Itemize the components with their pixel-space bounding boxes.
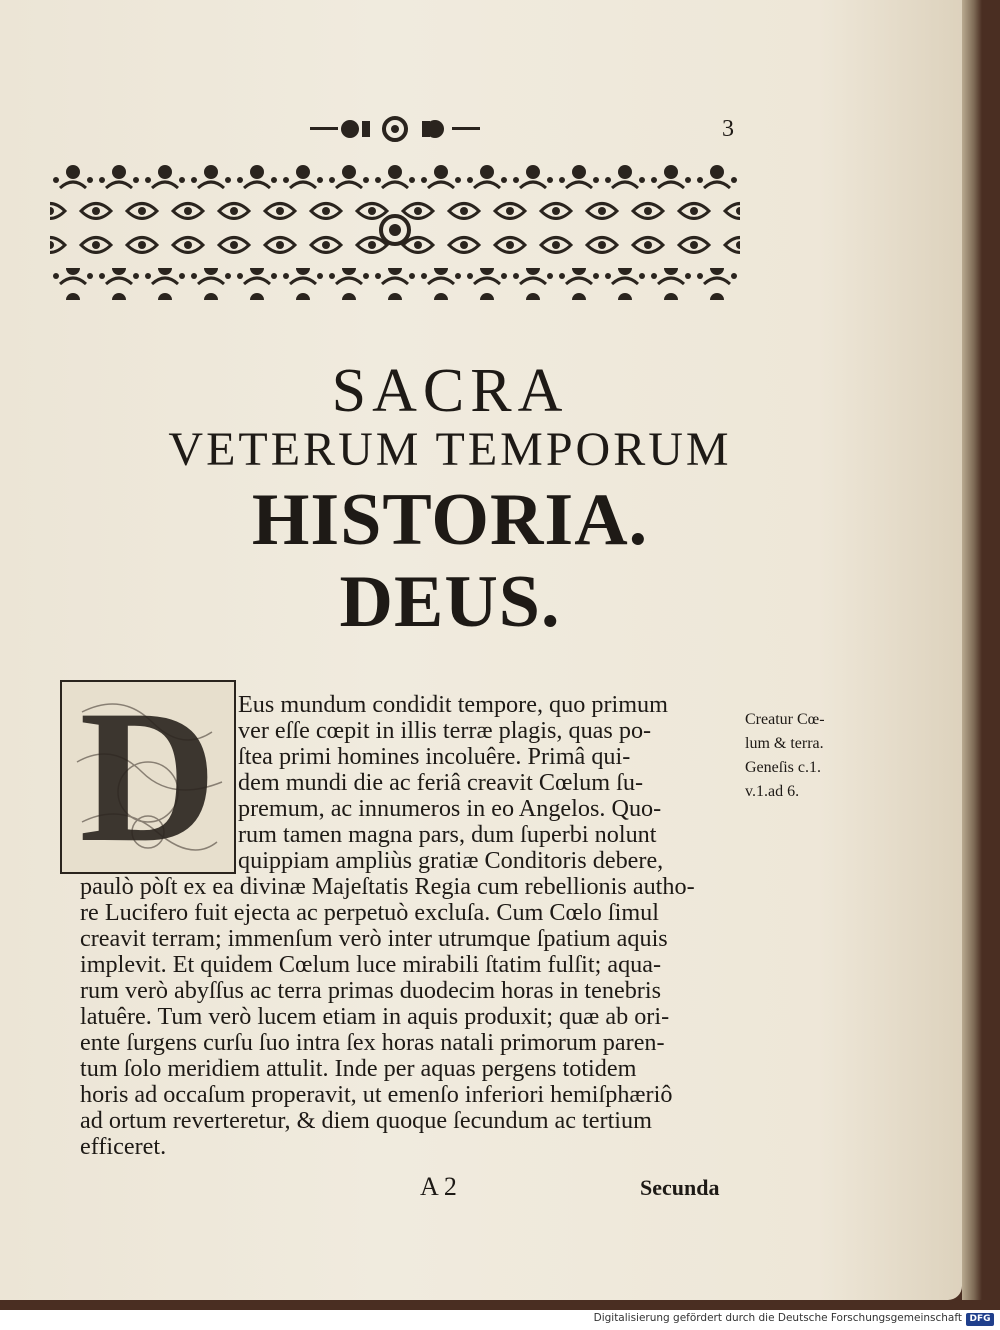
title-line-4: DEUS. <box>339 561 561 643</box>
body-line: creavit terram; immenſum verò inter utrumque ſpatium aquis <box>80 925 668 952</box>
page-edge <box>962 0 982 1300</box>
title-line-2: VETERUM TEMPORUM <box>168 423 732 476</box>
body-line: quippiam ampliùs gratiæ Conditoris debere, <box>238 847 664 874</box>
body-line: rum tamen magna pars, dum ſuperbi nolunt <box>238 821 657 848</box>
body-text <box>80 691 738 1160</box>
body-line: dem mundi die ac feriâ creavit Cœlum ſu- <box>238 769 643 796</box>
margin-note <box>745 708 885 804</box>
margin-note-line: Geneſis c.1. <box>745 759 821 776</box>
decorated-initial <box>60 672 236 882</box>
body-line: ſtea primi homines incoluêre. Primâ qui- <box>238 743 631 770</box>
title-line-1: SACRA <box>331 357 569 425</box>
dfg-logo-icon: DFG <box>966 1313 994 1326</box>
signature-mark: A 2 <box>420 1172 457 1201</box>
body-line: tum ſolo meridiem attulit. Inde per aquas pergens totidem <box>80 1055 637 1082</box>
floral-border-band <box>50 160 740 300</box>
body-line: rum verò abyſſus ac terra primas duodecim horas in tenebris <box>80 977 661 1004</box>
body-line: efficeret. <box>80 1133 167 1160</box>
margin-note-line: v.1.ad 6. <box>745 783 800 800</box>
title-line-3: HISTORIA. <box>251 479 649 561</box>
body-line: horis ad occaſum properavit, ut emenſo inferiori hemiſphæriô <box>80 1081 673 1108</box>
catchword: Secunda <box>640 1175 720 1200</box>
floral-ornament-icon <box>300 115 490 143</box>
body-line: latuêre. Tum verò lucem etiam in aquis produxit; quæ ab ori- <box>80 1003 670 1030</box>
body-line: Eus mundum condidit tempore, quo primum <box>238 691 668 718</box>
page-number: 3 <box>722 116 734 142</box>
body-line: premum, ac innumeros in eo Angelos. Quo- <box>238 795 662 822</box>
body-line: paulò pòſt ex ea divinæ Majeſtatis Regia cum rebellionis autho- <box>80 873 695 900</box>
body-line: ad ortum reverteretur, & diem quoque ſecundum ac tertium <box>80 1107 652 1134</box>
funding-text: Digitalisierung gefördert durch die Deutsche Forschungsgemeinschaft <box>593 1312 962 1324</box>
body-line: implevit. Et quidem Cœlum luce mirabili ſtatim fulſit; aqua- <box>80 951 662 978</box>
body-line: ver eſſe cœpit in illis terræ plagis, quas po- <box>238 717 652 744</box>
margin-note-line: lum & terra. <box>745 735 824 752</box>
margin-note-line: Creatur Cœ- <box>745 711 825 728</box>
body-line: re Lucifero fuit ejecta ac perpetuò excluſa. Cum Cœlo ſimul <box>80 899 659 926</box>
initial-letter: D <box>79 672 217 882</box>
funding-banner <box>0 1310 1000 1330</box>
body-line: ente ſurgens curſu ſuo intra ſex horas natali primorum paren- <box>80 1029 665 1056</box>
